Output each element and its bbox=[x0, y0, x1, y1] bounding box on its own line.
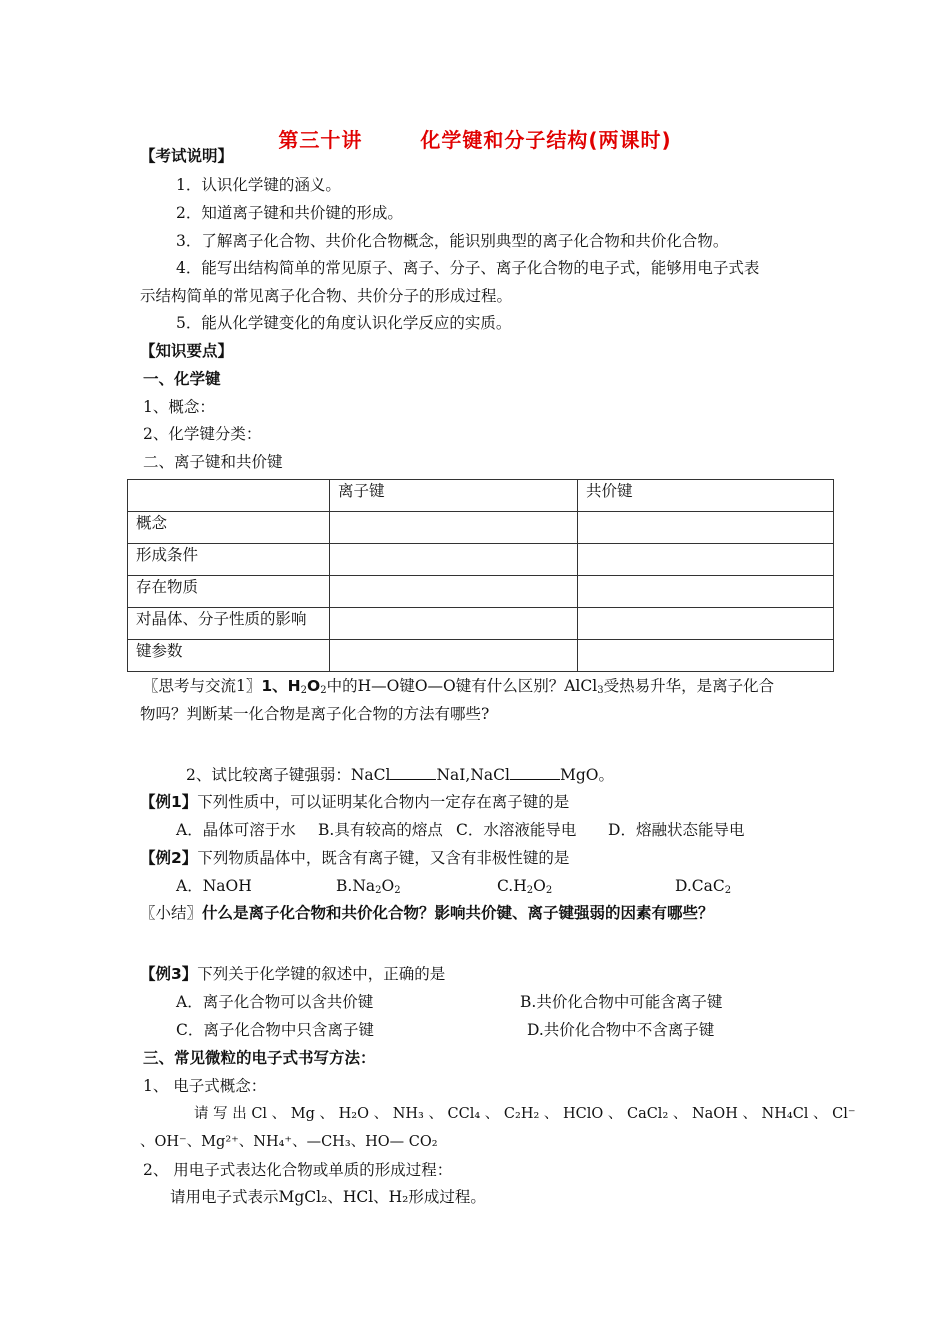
ex2-option-a[interactable]: A．NaOH bbox=[176, 877, 252, 895]
table-row bbox=[128, 608, 834, 640]
ex2-option-d[interactable]: D.CaC$_2$ bbox=[675, 877, 732, 896]
answer-blank[interactable] bbox=[510, 765, 560, 780]
ex1-option-b[interactable]: B.具有较高的熔点 bbox=[318, 821, 443, 839]
sec3-item-1: 1、 电子式概念： bbox=[143, 1077, 267, 1095]
summary-label: 〖小结〗 bbox=[140, 904, 203, 922]
answer-blank[interactable] bbox=[390, 765, 436, 780]
ex3-option-d[interactable]: D.共价化合物中不含离子键 bbox=[527, 1021, 715, 1039]
summary: 〖小结〗什么是离子化合物和共价化合物？影响共价键、离子键强弱的因素有哪些？ bbox=[140, 904, 714, 922]
table-header-cell: 共价键 bbox=[578, 480, 834, 512]
table-cell[interactable] bbox=[578, 544, 834, 576]
table-header-cell bbox=[128, 480, 330, 512]
example-3: 【例3】下列关于化学键的叙述中，正确的是 bbox=[140, 965, 446, 983]
table-row-label: 概念 bbox=[128, 512, 330, 544]
example-3-label: 【例3】 bbox=[140, 965, 198, 983]
table-cell[interactable] bbox=[330, 512, 578, 544]
ex1-option-a[interactable]: A．晶体可溶于水 bbox=[176, 821, 296, 839]
sec3-write-list-cont: 、OH⁻、Mg²⁺、NH₄⁺、—CH₃、HO— CO₂ bbox=[140, 1134, 438, 1150]
think-question-2: 2、试比较离子键强弱：NaCl NaI,NaCl MgO。 bbox=[186, 766, 614, 784]
exam-item-4: 4．能写出结构简单的常见原子、离子、分子、离子化合物的电子式，能够用电子式表 bbox=[176, 259, 760, 277]
table-row-label: 键参数 bbox=[128, 640, 330, 672]
ex3-option-c[interactable]: C．离子化合物中只含离子键 bbox=[176, 1021, 374, 1039]
table-row-label: 形成条件 bbox=[128, 544, 330, 576]
table-cell[interactable] bbox=[330, 608, 578, 640]
table-cell[interactable] bbox=[578, 608, 834, 640]
ex2-option-c[interactable]: $C.H_2O_2$ bbox=[497, 877, 553, 896]
table-row-label: 对晶体、分子性质的影响 bbox=[128, 608, 330, 640]
ex2-option-b[interactable]: $B.Na_2O_2$ bbox=[336, 877, 401, 896]
classification-label: 2、化学键分类： bbox=[143, 425, 262, 443]
section-1-heading: 一、化学键 bbox=[143, 370, 221, 388]
table-header-cell: 离子键 bbox=[330, 480, 578, 512]
think-question-1: 〖思考与交流1〗1、$H_2O_2$中的H—O键O—O键有什么区别？AlCl$_3$受热易升华，是离子化合 bbox=[143, 677, 775, 696]
title-topic: 化学键和分子结构(两课时) bbox=[420, 128, 672, 152]
example-2: 【例2】下列物质晶体中，既含有离子键，又含有非极性键的是 bbox=[140, 849, 570, 867]
table-cell[interactable] bbox=[330, 640, 578, 672]
table-cell[interactable] bbox=[578, 640, 834, 672]
think-label: 〖思考与交流1〗 bbox=[143, 677, 262, 695]
ex3-option-a[interactable]: A．离子化合物可以含共价键 bbox=[176, 993, 374, 1011]
sec3-task: 请用电子式表示MgCl₂、HCl、H₂形成过程。 bbox=[170, 1188, 486, 1206]
table-cell[interactable] bbox=[330, 576, 578, 608]
ex3-option-b[interactable]: B.共价化合物中可能含离子键 bbox=[520, 993, 723, 1011]
bond-comparison-table bbox=[127, 479, 834, 672]
think-question-1-cont: 物吗？判断某一化合物是离子化合物的方法有哪些? bbox=[140, 705, 490, 723]
title-lecture-number: 第三十讲 bbox=[278, 128, 363, 152]
example-1: 【例1】下列性质中，可以证明某化合物内一定存在离子键的是 bbox=[140, 793, 570, 811]
ex1-option-d[interactable]: D．熔融状态能导电 bbox=[608, 821, 745, 839]
table-cell[interactable] bbox=[330, 544, 578, 576]
table-row bbox=[128, 544, 834, 576]
table-row bbox=[128, 640, 834, 672]
section-2-heading: 二、离子键和共价键 bbox=[143, 453, 283, 471]
ex1-option-c[interactable]: C．水溶液能导电 bbox=[456, 821, 577, 839]
section-3-heading: 三、常见微粒的电子式书写方法： bbox=[143, 1049, 376, 1067]
exam-item-4-cont: 示结构简单的常见离子化合物、共价分子的形成过程。 bbox=[140, 287, 513, 305]
knowledge-heading: 【知识要点】 bbox=[140, 342, 234, 360]
sec3-item-2: 2、 用电子式表达化合物或单质的形成过程： bbox=[143, 1161, 453, 1179]
concept-label: 1、概念： bbox=[143, 398, 215, 416]
table-cell[interactable] bbox=[578, 576, 834, 608]
table-row-label: 存在物质 bbox=[128, 576, 330, 608]
exam-item-3: 3．了解离子化合物、共价化合物概念，能识别典型的离子化合物和共价化合物。 bbox=[176, 232, 729, 250]
table-cell[interactable] bbox=[578, 512, 834, 544]
sec3-write-list: 请 写 出 Cl 、 Mg 、 H₂O 、 NH₃ 、 CCl₄ 、 C₂H₂ 、 HClO 、 CaCl₂ 、 NaOH 、 NH₄Cl 、 Cl⁻ bbox=[194, 1106, 856, 1122]
table-header-row bbox=[128, 480, 834, 512]
table-row bbox=[128, 576, 834, 608]
example-1-label: 【例1】 bbox=[140, 793, 198, 811]
table-row bbox=[128, 512, 834, 544]
exam-item-1: 1．认识化学键的涵义。 bbox=[176, 176, 341, 194]
exam-heading: 【考试说明】 bbox=[140, 147, 234, 165]
exam-item-2: 2．知道离子键和共价键的形成。 bbox=[176, 204, 403, 222]
exam-item-5: 5．能从化学键变化的角度认识化学反应的实质。 bbox=[176, 314, 512, 332]
